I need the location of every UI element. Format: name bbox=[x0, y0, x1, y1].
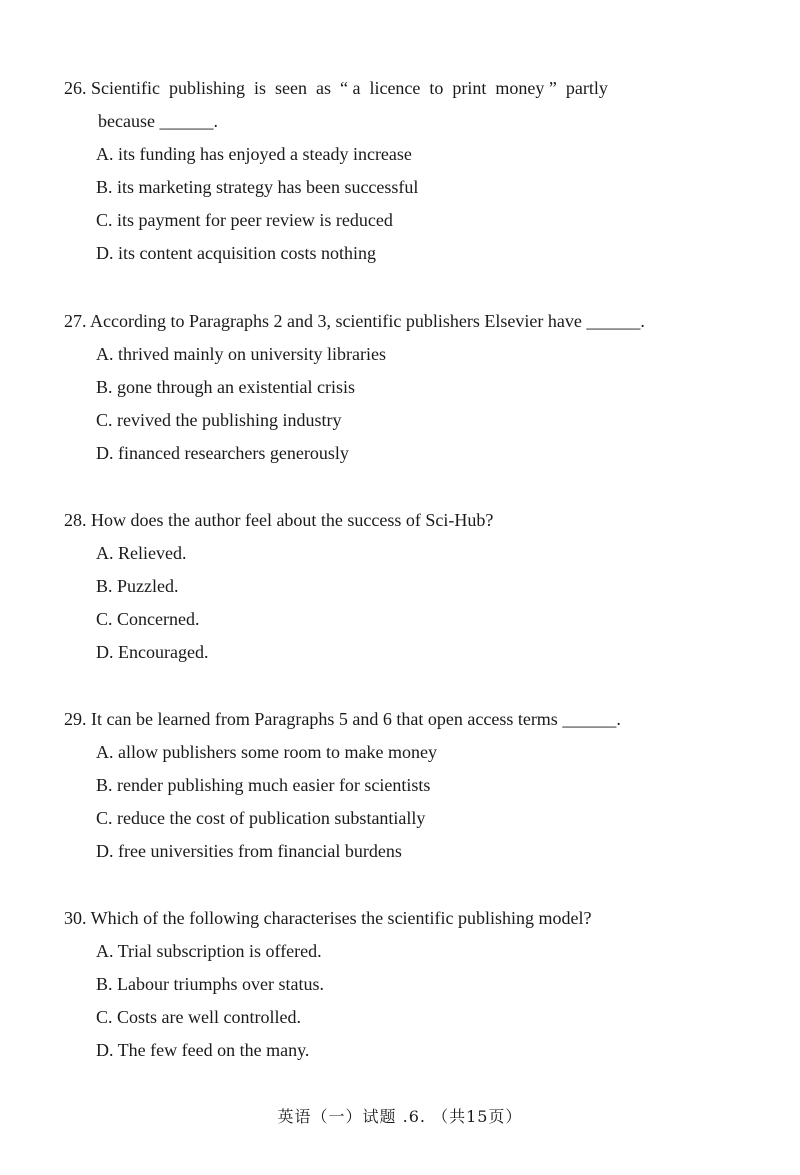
option-b: B. its marketing strategy has been successful bbox=[96, 177, 419, 197]
question-stem: 28. How does the author feel about the success of Sci-Hub? bbox=[64, 510, 494, 530]
option-b: B. Labour triumphs over status. bbox=[96, 974, 324, 994]
page-footer: 英语（一）试题 .6. （共15页） bbox=[277, 1107, 523, 1126]
option-d: D. financed researchers generously bbox=[96, 443, 349, 463]
option-c: C. reduce the cost of publication substantially bbox=[96, 808, 426, 828]
option-a: A. its funding has enjoyed a steady increase bbox=[96, 144, 412, 164]
option-a: A. Relieved. bbox=[96, 543, 187, 563]
question-stem: 27. According to Paragraphs 2 and 3, scientific publishers Elsevier have ______. bbox=[64, 311, 645, 331]
option-a: A. Trial subscription is offered. bbox=[96, 941, 322, 961]
option-a: A. allow publishers some room to make money bbox=[96, 742, 437, 762]
option-c: C. Costs are well controlled. bbox=[96, 1007, 301, 1027]
option-a: A. thrived mainly on university libraries bbox=[96, 344, 386, 364]
option-c: C. its payment for peer review is reduced bbox=[96, 210, 393, 230]
option-d: D. free universities from financial burdens bbox=[96, 841, 402, 861]
option-c: C. Concerned. bbox=[96, 609, 200, 629]
option-d: D. Encouraged. bbox=[96, 642, 209, 662]
question-stem: 29. It can be learned from Paragraphs 5 and 6 that open access terms ______. bbox=[64, 709, 621, 729]
option-c: C. revived the publishing industry bbox=[96, 410, 342, 430]
option-b: B. Puzzled. bbox=[96, 576, 179, 596]
option-b: B. gone through an existential crisis bbox=[96, 377, 355, 397]
option-b: B. render publishing much easier for scientists bbox=[96, 775, 431, 795]
question-stem: 30. Which of the following characterises the scientific publishing model? bbox=[64, 908, 592, 928]
option-d: D. its content acquisition costs nothing bbox=[96, 243, 376, 263]
question-stem: 26. Scientific publishing is seen as “ a licence to print money ” partly bbox=[64, 78, 608, 98]
question-stem-continuation: because ______. bbox=[98, 111, 218, 131]
option-d: D. The few feed on the many. bbox=[96, 1040, 310, 1060]
